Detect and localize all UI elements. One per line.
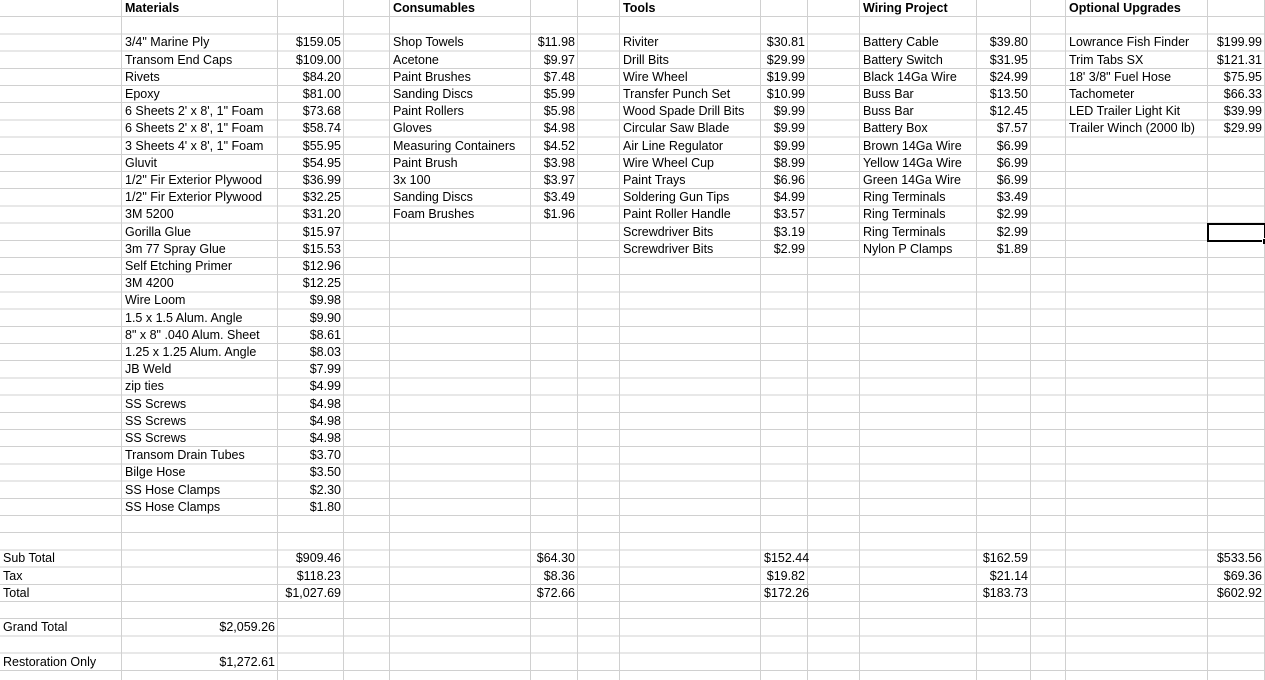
cell-B8[interactable]: 6 Sheets 2' x 8', 1" Foam (125, 121, 264, 136)
cell-L4[interactable]: $31.95 (989, 52, 1028, 67)
cell-B12[interactable]: 1/2" Fir Exterior Plywood (125, 190, 263, 205)
cell-E12[interactable]: Sanding Discs (393, 190, 473, 205)
cell-K12[interactable]: Ring Terminals (863, 190, 946, 205)
cell-H12[interactable]: Soldering Gun Tips (623, 190, 730, 205)
cell-B20[interactable]: 8" x 8" .040 Alum. Sheet (125, 327, 260, 342)
cell-C28[interactable]: $3.50 (309, 465, 341, 480)
cell-L34[interactable]: $21.14 (989, 568, 1028, 583)
cell-B16[interactable]: Self Etching Primer (125, 259, 232, 273)
cell-B1[interactable]: Materials (125, 1, 180, 15)
cell-K3[interactable]: Battery Cable (863, 35, 939, 50)
cell-N7[interactable]: LED Trailer Light Kit (1069, 104, 1181, 119)
cell-L7[interactable]: $12.45 (989, 104, 1028, 119)
cell-I5[interactable]: $19.99 (766, 69, 805, 84)
cell-H5[interactable]: Wire Wheel (623, 69, 688, 84)
cell-H13[interactable]: Paint Roller Handle (623, 207, 731, 222)
cell-B17[interactable]: 3M 4200 (125, 276, 174, 291)
cell-L15[interactable]: $1.89 (996, 241, 1028, 256)
cell-F11[interactable]: $3.97 (543, 173, 575, 187)
cell-C11[interactable]: $36.99 (302, 173, 341, 187)
cell-O5[interactable]: $75.95 (1223, 69, 1262, 84)
cell-I7[interactable]: $9.99 (773, 104, 805, 119)
cell-K10[interactable]: Yellow 14Ga Wire (863, 155, 962, 170)
cell-B15[interactable]: 3m 77 Spray Glue (125, 241, 226, 256)
cell-H6[interactable]: Transfer Punch Set (623, 87, 731, 101)
cell-C21[interactable]: $8.03 (309, 345, 341, 359)
cell-C17[interactable]: $12.25 (302, 276, 341, 291)
cell-O4[interactable]: $121.31 (1216, 52, 1262, 67)
cell-C18[interactable]: $9.98 (309, 293, 341, 308)
cell-B7[interactable]: 6 Sheets 2' x 8', 1" Foam (125, 104, 264, 119)
cell-C12[interactable]: $32.25 (302, 190, 341, 205)
cell-E4[interactable]: Acetone (393, 52, 439, 67)
cell-C20[interactable]: $8.61 (309, 327, 341, 342)
cell-I4[interactable]: $29.99 (766, 52, 805, 67)
cell-N6[interactable]: Tachometer (1069, 87, 1135, 101)
cell-E6[interactable]: Sanding Discs (393, 87, 473, 101)
cell-A34[interactable]: Tax (3, 568, 23, 583)
cell-B14[interactable]: Gorilla Glue (125, 224, 191, 239)
cell-C8[interactable]: $58.74 (302, 121, 341, 136)
cell-B4[interactable]: Transom End Caps (125, 52, 233, 67)
cell-B10[interactable]: Gluvit (125, 155, 157, 170)
cell-N3[interactable]: Lowrance Fish Finder (1069, 35, 1190, 50)
cell-I14[interactable]: $3.19 (773, 224, 805, 239)
cell-F6[interactable]: $5.99 (543, 87, 575, 101)
cell-B13[interactable]: 3M 5200 (125, 207, 174, 222)
cell-B3[interactable]: 3/4" Marine Ply (125, 35, 210, 50)
cell-F34[interactable]: $8.36 (543, 568, 575, 583)
cell-I34[interactable]: $19.82 (766, 568, 805, 583)
cell-L33[interactable]: $162.59 (982, 551, 1028, 566)
cell-L6[interactable]: $13.50 (989, 87, 1028, 101)
cell-B39[interactable]: $1,272.61 (219, 654, 275, 669)
cell-C5[interactable]: $84.20 (302, 69, 341, 84)
cell-C24[interactable]: $4.98 (309, 396, 341, 411)
cell-B9[interactable]: 3 Sheets 4' x 8', 1" Foam (125, 138, 264, 153)
cell-B24[interactable]: SS Screws (125, 396, 187, 411)
cell-B18[interactable]: Wire Loom (125, 293, 186, 308)
cell-H3[interactable]: Riviter (623, 35, 659, 50)
cell-I6[interactable]: $10.99 (766, 87, 805, 101)
cell-H4[interactable]: Drill Bits (623, 52, 669, 67)
cell-H9[interactable]: Air Line Regulator (623, 138, 724, 153)
cell-O33[interactable]: $533.56 (1216, 551, 1262, 566)
cell-L10[interactable]: $6.99 (996, 155, 1028, 170)
cell-H11[interactable]: Paint Trays (623, 173, 686, 187)
cell-E10[interactable]: Paint Brush (393, 155, 458, 170)
cell-O7[interactable]: $39.99 (1223, 104, 1262, 119)
cell-C15[interactable]: $15.53 (302, 241, 341, 256)
cell-E11[interactable]: 3x 100 (393, 173, 431, 187)
cell-C27[interactable]: $3.70 (309, 448, 341, 463)
cell-I35[interactable]: $172.26 (764, 585, 810, 600)
cell-F8[interactable]: $4.98 (543, 121, 575, 136)
cell-A37[interactable]: Grand Total (3, 620, 68, 635)
cell-B30[interactable]: SS Hose Clamps (125, 499, 221, 514)
cell-C4[interactable]: $109.00 (295, 52, 341, 67)
cell-O3[interactable]: $199.99 (1216, 35, 1262, 50)
cell-K6[interactable]: Buss Bar (863, 87, 914, 101)
cell-F9[interactable]: $4.52 (543, 138, 575, 153)
cell-F5[interactable]: $7.48 (543, 69, 575, 84)
cell-H7[interactable]: Wood Spade Drill Bits (623, 104, 745, 119)
cell-O6[interactable]: $66.33 (1223, 87, 1262, 101)
cell-L5[interactable]: $24.99 (989, 69, 1028, 84)
cell-N1[interactable]: Optional Upgrades (1069, 1, 1181, 15)
cell-N4[interactable]: Trim Tabs SX (1069, 52, 1144, 67)
cell-C13[interactable]: $31.20 (302, 207, 341, 222)
cell-N8[interactable]: Trailer Winch (2000 lb) (1069, 121, 1195, 136)
cell-C7[interactable]: $73.68 (302, 104, 341, 119)
cell-C22[interactable]: $7.99 (309, 362, 341, 377)
cell-E13[interactable]: Foam Brushes (393, 207, 475, 222)
cell-H14[interactable]: Screwdriver Bits (623, 224, 714, 239)
cell-K8[interactable]: Battery Box (863, 121, 928, 136)
cell-E9[interactable]: Measuring Containers (393, 138, 516, 153)
cell-F35[interactable]: $72.66 (536, 585, 575, 600)
cell-K7[interactable]: Buss Bar (863, 104, 914, 119)
cell-L3[interactable]: $39.80 (989, 35, 1028, 50)
cell-F33[interactable]: $64.30 (536, 551, 575, 566)
cell-K15[interactable]: Nylon P Clamps (863, 241, 953, 256)
cell-F10[interactable]: $3.98 (543, 155, 575, 170)
cell-I13[interactable]: $3.57 (773, 207, 805, 222)
cell-I33[interactable]: $152.44 (764, 551, 810, 566)
cell-C35[interactable]: $1,027.69 (285, 585, 341, 600)
cell-L14[interactable]: $2.99 (996, 224, 1028, 239)
cell-K1[interactable]: Wiring Project (863, 1, 948, 15)
cell-L35[interactable]: $183.73 (982, 585, 1028, 600)
cell-I10[interactable]: $8.99 (773, 155, 805, 170)
cell-B26[interactable]: SS Screws (125, 431, 187, 445)
cell-L9[interactable]: $6.99 (996, 138, 1028, 153)
cell-F3[interactable]: $11.98 (537, 35, 575, 50)
cell-B27[interactable]: Transom Drain Tubes (125, 448, 245, 463)
cell-N5[interactable]: 18' 3/8" Fuel Hose (1069, 69, 1172, 84)
cell-L8[interactable]: $7.57 (996, 121, 1028, 136)
cell-B25[interactable]: SS Screws (125, 413, 187, 428)
cell-F4[interactable]: $9.97 (543, 52, 575, 67)
cell-L13[interactable]: $2.99 (996, 207, 1028, 222)
cell-H10[interactable]: Wire Wheel Cup (623, 155, 714, 170)
cell-I15[interactable]: $2.99 (773, 241, 805, 256)
cell-C3[interactable]: $159.05 (295, 35, 341, 50)
cell-B22[interactable]: JB Weld (125, 362, 172, 377)
cell-F13[interactable]: $1.96 (543, 207, 575, 222)
cell-A35[interactable]: Total (3, 585, 30, 600)
cell-C30[interactable]: $1.80 (309, 499, 341, 514)
cell-C14[interactable]: $15.97 (302, 224, 341, 239)
cell-C23[interactable]: $4.99 (309, 379, 341, 394)
cell-O35[interactable]: $602.92 (1216, 585, 1262, 600)
cell-O34[interactable]: $69.36 (1223, 568, 1262, 583)
cell-B29[interactable]: SS Hose Clamps (125, 482, 221, 497)
cell-E7[interactable]: Paint Rollers (393, 104, 464, 119)
cell-O8[interactable]: $29.99 (1223, 121, 1262, 136)
cell-C10[interactable]: $54.95 (302, 155, 341, 170)
cell-B19[interactable]: 1.5 x 1.5 Alum. Angle (125, 310, 243, 325)
cell-I12[interactable]: $4.99 (773, 190, 805, 205)
cell-L11[interactable]: $6.99 (996, 173, 1028, 187)
cell-B28[interactable]: Bilge Hose (125, 465, 186, 480)
cell-E3[interactable]: Shop Towels (393, 35, 464, 50)
cell-H15[interactable]: Screwdriver Bits (623, 241, 714, 256)
cell-I8[interactable]: $9.99 (773, 121, 805, 136)
cell-F12[interactable]: $3.49 (543, 190, 575, 205)
cell-K9[interactable]: Brown 14Ga Wire (863, 138, 962, 153)
cell-A39[interactable]: Restoration Only (3, 654, 97, 669)
cell-K13[interactable]: Ring Terminals (863, 207, 946, 222)
cell-E1[interactable]: Consumables (393, 1, 475, 15)
cell-C16[interactable]: $12.96 (302, 259, 341, 273)
cell-C29[interactable]: $2.30 (309, 482, 341, 497)
selected-cell-outline[interactable] (1207, 223, 1265, 242)
cell-I3[interactable]: $30.81 (766, 35, 805, 50)
cell-K14[interactable]: Ring Terminals (863, 224, 946, 239)
cell-C9[interactable]: $55.95 (302, 138, 341, 153)
cell-B5[interactable]: Rivets (125, 69, 160, 84)
cell-C34[interactable]: $118.23 (296, 568, 341, 583)
cell-F7[interactable]: $5.98 (543, 104, 575, 119)
cell-B11[interactable]: 1/2" Fir Exterior Plywood (125, 173, 263, 187)
cell-E5[interactable]: Paint Brushes (393, 69, 471, 84)
cell-E8[interactable]: Gloves (393, 121, 432, 136)
cell-I11[interactable]: $6.96 (773, 173, 805, 187)
cell-B23[interactable]: zip ties (125, 379, 164, 394)
cell-B6[interactable]: Epoxy (125, 87, 160, 101)
cell-C26[interactable]: $4.98 (309, 431, 341, 445)
cell-B37[interactable]: $2,059.26 (219, 620, 275, 635)
cell-A33[interactable]: Sub Total (3, 551, 55, 566)
cell-H8[interactable]: Circular Saw Blade (623, 121, 730, 136)
cell-L12[interactable]: $3.49 (996, 190, 1028, 205)
cell-B21[interactable]: 1.25 x 1.25 Alum. Angle (125, 345, 257, 359)
cell-H1[interactable]: Tools (623, 1, 656, 15)
cell-C33[interactable]: $909.46 (295, 551, 341, 566)
cell-C25[interactable]: $4.98 (309, 413, 341, 428)
cell-C19[interactable]: $9.90 (309, 310, 341, 325)
cell-C6[interactable]: $81.00 (302, 87, 341, 101)
cell-I9[interactable]: $9.99 (773, 138, 805, 153)
cell-K11[interactable]: Green 14Ga Wire (863, 173, 961, 187)
cell-K4[interactable]: Battery Switch (863, 52, 943, 67)
cell-K5[interactable]: Black 14Ga Wire (863, 69, 957, 84)
